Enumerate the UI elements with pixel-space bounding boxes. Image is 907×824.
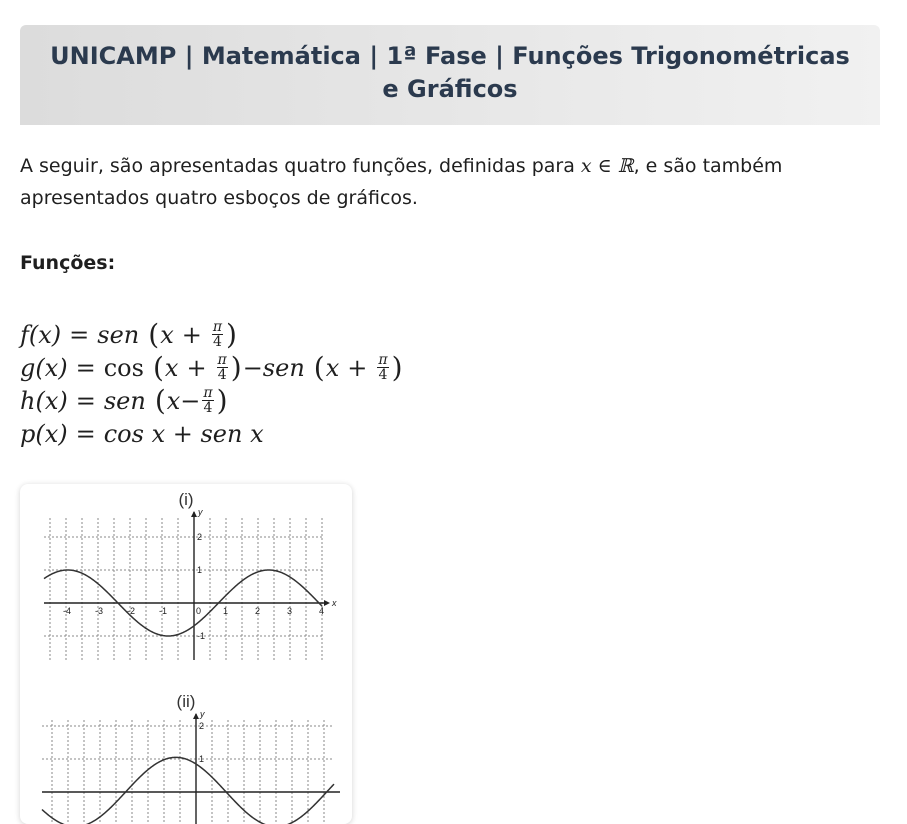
- formula-h-equals: =: [75, 386, 96, 415]
- y-tick-label: 1: [197, 565, 203, 575]
- y-tick-label: 2: [197, 532, 203, 542]
- formula-g-fraction-1: $\frac{\pi}{4}$: [217, 352, 227, 383]
- formula-p: [20, 417, 620, 450]
- y-tick-label: 1: [199, 754, 205, 764]
- function-list: [20, 318, 620, 450]
- formula-g-name: g(x): [20, 353, 68, 382]
- formula-g-var-1: x: [164, 353, 179, 382]
- x-tick-label: -3: [95, 606, 104, 616]
- formula-p-name: p(x): [20, 419, 68, 448]
- y-axis-label: y: [200, 712, 205, 719]
- graph-ii: [20, 712, 352, 824]
- formula-g-cos: cos: [103, 353, 144, 382]
- x-tick-label: -4: [63, 606, 72, 616]
- x-tick-label: 0: [196, 606, 202, 616]
- y-axis-arrow: [191, 511, 197, 517]
- graphs-card: [20, 484, 352, 824]
- formula-g-plus-2: +: [347, 353, 368, 382]
- title-banner: [20, 25, 880, 125]
- real-set-expression: x ∈ ℝ: [580, 155, 634, 177]
- x-tick-label: 3: [287, 606, 293, 616]
- formula-f: f(x) = sen ( x + $\frac{\pi}{4}$ ): [20, 317, 237, 351]
- x-axis-label: x: [332, 598, 337, 608]
- formula-g-fraction-2: $\frac{\pi}{4}$: [378, 352, 388, 383]
- formula-g-equals: =: [75, 353, 96, 382]
- x-tick-label: 2: [255, 606, 261, 616]
- formula-h: h(x) = sen ( x − $\frac{\pi}{4}$ ): [20, 383, 228, 417]
- formula-f-sin: sen: [97, 320, 140, 349]
- intro-paragraph: [20, 150, 880, 214]
- x-tick-label: 1: [223, 606, 229, 616]
- formula-p-equals: =: [75, 419, 96, 448]
- formula-h-minus: −: [180, 386, 201, 415]
- y-axis-label: y: [198, 508, 203, 517]
- x-axis-arrow: [324, 600, 330, 606]
- formula-g: g(x) = cos ( x + $\frac{\pi}{4}$ ) − sen ( x + $\frac{\pi}{4}$ ): [20, 350, 403, 384]
- formula-h-sin: sen: [103, 386, 146, 415]
- formula-h-name: h(x): [20, 386, 68, 415]
- y-axis-arrow: [193, 713, 199, 719]
- formula-g-plus-1: +: [186, 353, 207, 382]
- formula-g-minus: −: [242, 353, 263, 382]
- function-curve: [42, 757, 334, 824]
- formula-f-name: f(x): [20, 320, 62, 349]
- y-tick-label: 2: [199, 721, 205, 731]
- graph-i: [20, 508, 352, 708]
- intro-text-before: A seguir, são apresentadas quatro funções, definidas para: [20, 155, 581, 177]
- formula-f-fraction: $\frac{\pi}{4}$: [212, 319, 223, 350]
- page-title: UNICAMP | Matemática | 1ª Fase | Funções Trigonométricas e Gráficos: [50, 42, 850, 103]
- formula-p-expression: cos x + sen x: [103, 419, 264, 448]
- graph-ii-label: (ii): [176, 692, 196, 711]
- formula-h-fraction: $\frac{\pi}{4}$: [203, 385, 213, 416]
- formula-h-var: x: [166, 386, 181, 415]
- formula-g-sin: sen: [262, 353, 305, 382]
- formula-f-equals: =: [69, 320, 90, 349]
- x-tick-label: 4: [319, 606, 325, 616]
- graph-i-label: (i): [178, 490, 194, 509]
- section-heading: Funções:: [20, 252, 116, 274]
- formula-f-plus: +: [181, 320, 202, 349]
- x-tick-label: -1: [159, 606, 168, 616]
- x-tick-label: -2: [127, 606, 136, 616]
- intro-text-after: , e são também apresentados quatro esboços de gráficos.: [20, 155, 783, 209]
- formula-f-var: x: [160, 320, 174, 349]
- y-tick-label: -1: [197, 631, 206, 641]
- formula-g-var-2: x: [325, 353, 340, 382]
